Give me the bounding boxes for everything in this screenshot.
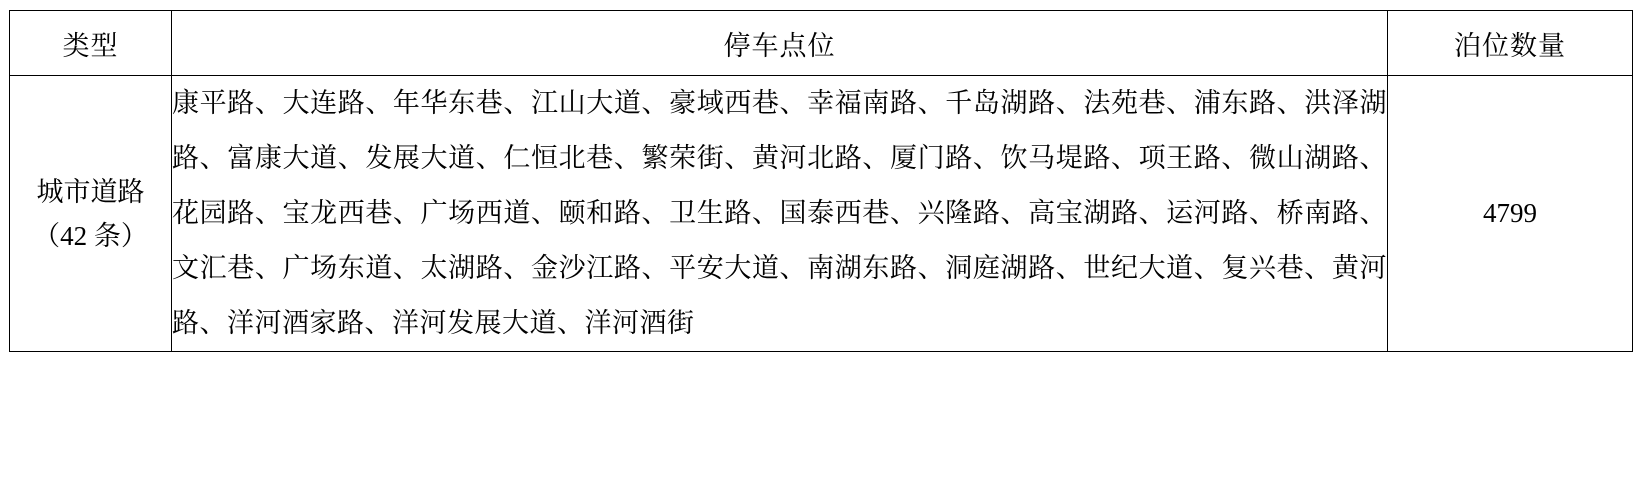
parking-locations-table (9, 10, 1633, 352)
locations-text: 康平路、大连路、年华东巷、江山大道、豪域西巷、幸福南路、千岛湖路、法苑巷、浦东路、洪泽湖路、富康大道、发展大道、仁恒北巷、繁荣街、黄河北路、厦门路、饮马堤路、项王路、微山湖路、花园路、宝龙西巷、广场西道、颐和路、卫生路、国泰西巷、兴隆路、高宝湖路、运河路、桥南路、文汇巷、广场东道、太湖路、金沙江路、平安大道、南湖东路、洞庭湖路、世纪大道、复兴巷、黄河路、洋河酒家路、洋河发展大道、洋河酒街 (172, 88, 1387, 338)
column-header-count: 泊位数量 (1388, 11, 1633, 76)
column-header-locations: 停车点位 (172, 11, 1388, 76)
column-header-type: 类型 (10, 11, 172, 76)
cell-type-line-2: （42 条） (33, 220, 148, 251)
cell-count: 4799 (1388, 76, 1633, 352)
cell-locations (172, 76, 1388, 352)
table-header-row (10, 11, 1633, 76)
table-body (10, 76, 1633, 352)
cell-type-line-1: 城市道路 (36, 176, 145, 207)
table-row (10, 76, 1633, 352)
table-header (10, 11, 1633, 76)
cell-type (10, 76, 172, 352)
